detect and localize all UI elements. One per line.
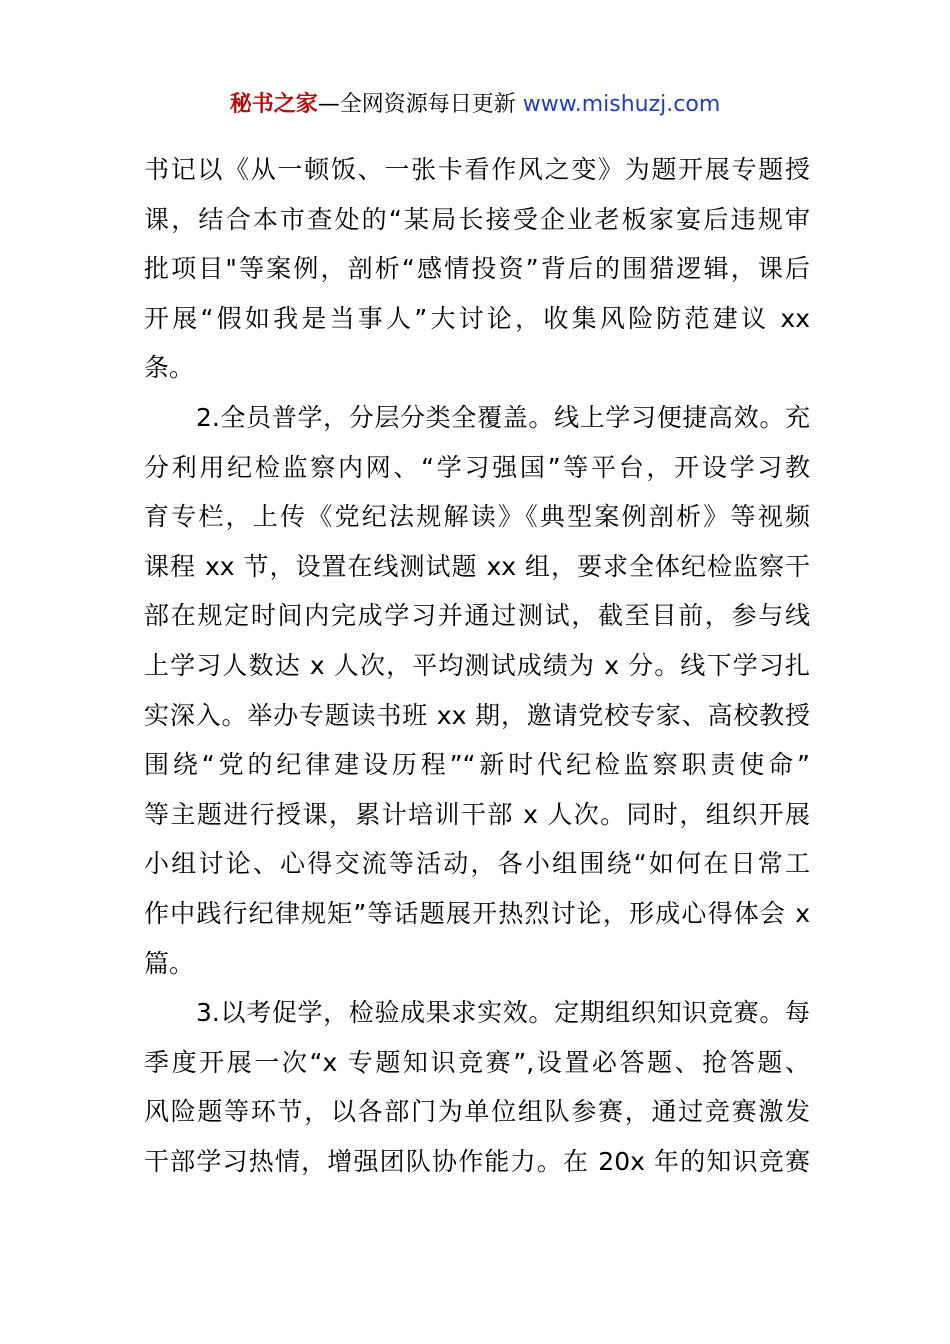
text-line: 课，结合本市查处的“某局长接受企业老板家宴后违规审: [144, 204, 810, 234]
text-line: 季度开展一次“x 专题知识竞赛”,设置必答题、抢答题、: [144, 1047, 810, 1077]
website-url[interactable]: www.mishuzj.com: [522, 92, 721, 117]
text-line: 课程 xx 节，设置在线测试题 xx 组，要求全体纪检监察干: [144, 551, 810, 581]
paragraph-3-heading-line: 3.以考促学，检验成果求实效。定期组织知识竞赛。每: [196, 998, 810, 1028]
paragraph-2-heading-line: 2.全员普学，分层分类全覆盖。线上学习便捷高效。充: [196, 402, 810, 432]
text-line: 批项目"等案例，剖析“感情投资”背后的围猎逻辑，课后: [144, 254, 810, 284]
brand-name: 秘书之家: [229, 92, 318, 117]
text-line: 作中践行纪律规矩”等话题展开热烈讨论，形成心得体会 x: [144, 898, 810, 928]
text-line: 育专栏，上传《党纪法规解读》《典型案例剖析》等视频: [144, 502, 810, 532]
text-line: 实深入。举办专题读书班 xx 期，邀请党校专家、高校教授: [144, 700, 810, 730]
text-line: 等主题进行授课，累计培训干部 x 人次。同时，组织开展: [144, 799, 810, 829]
page-header: [0, 88, 950, 122]
text-line: 干部学习热情，增强团队协作能力。在 20x 年的知识竞赛: [144, 1146, 810, 1176]
document-body: [144, 145, 810, 1186]
text-line: 部在规定时间内完成学习并通过测试，截至目前，参与线: [144, 601, 810, 631]
text-line: 书记以《从一顿饭、一张卡看作风之变》为题开展专题授: [144, 155, 810, 184]
text-line: 小组讨论、心得交流等活动，各小组围绕“如何在日常工: [144, 849, 810, 879]
text-line: 围绕“党的纪律建设历程”“新时代纪检监察职责使命”: [144, 750, 810, 780]
text-line: 条。: [144, 353, 195, 383]
text-line: 上学习人数达 x 人次，平均测试成绩为 x 分。线下学习扎: [144, 650, 810, 680]
text-line: 篇。: [144, 948, 195, 978]
text-line: 风险题等环节，以各部门为单位组队参赛，通过竞赛激发: [144, 1097, 810, 1127]
header-tagline: —全网资源每日更新: [317, 92, 523, 117]
text-line: 开展“假如我是当事人”大讨论，收集风险防范建议 xx: [144, 303, 810, 333]
text-line: 分利用纪检监察内网、“学习强国”等平台，开设学习教: [144, 452, 810, 482]
